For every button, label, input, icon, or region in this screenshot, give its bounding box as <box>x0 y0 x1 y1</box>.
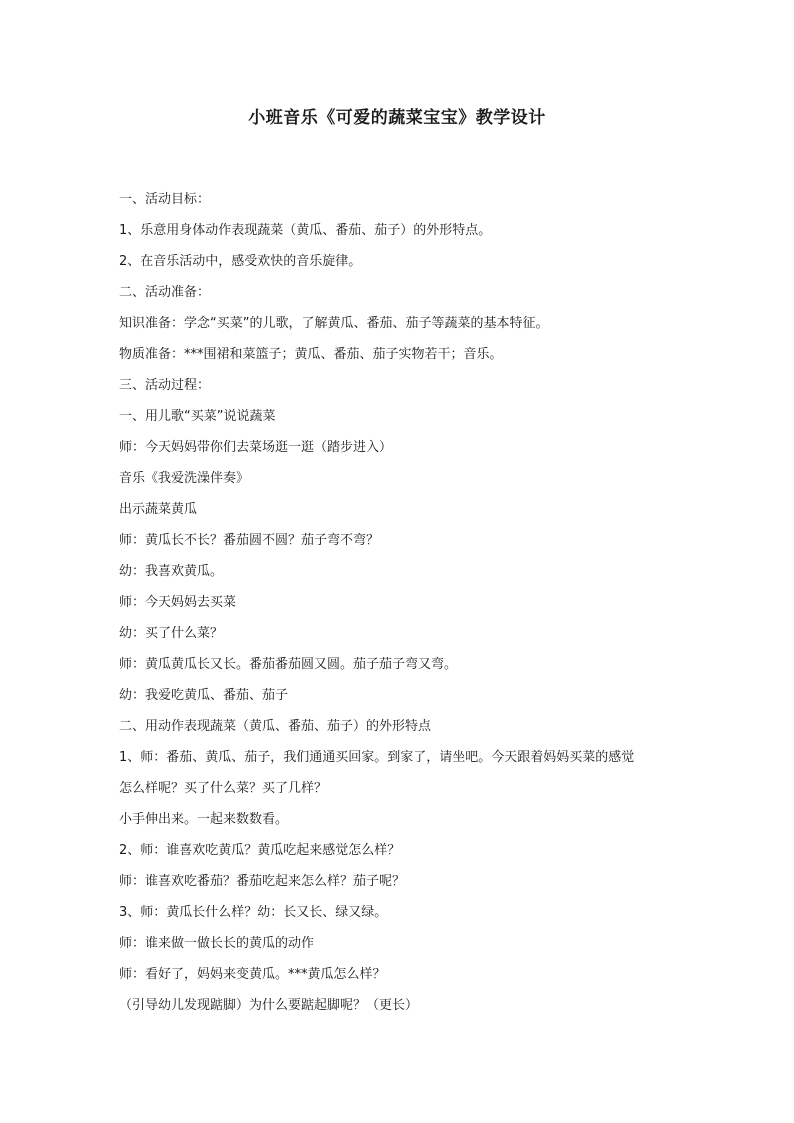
document-title: 小班音乐《可爱的蔬菜宝宝》教学设计 <box>248 108 546 128</box>
text-line: 1、师：番茄、黄瓜、茄子，我们通通买回家。到家了，请坐吧。今天跟着妈妈买菜的感觉 <box>119 750 635 765</box>
text-line: 幼：我爱吃黄瓜、番茄、茄子 <box>119 688 289 703</box>
document-body <box>119 184 679 1021</box>
text-line: 师：黄瓜长不长？番茄圆不圆？茄子弯不弯？ <box>119 533 380 548</box>
text-line: 出示蔬菜黄瓜 <box>119 502 198 517</box>
text-line: 师：谁来做一做长长的黄瓜的动作 <box>119 936 315 951</box>
text-line: 二、用动作表现蔬菜（黄瓜、番茄、茄子）的外形特点 <box>119 719 432 734</box>
text-line: 知识准备：学念“买菜”的儿歌，了解黄瓜、番茄、茄子等蔬菜的基本特征。 <box>119 316 549 331</box>
text-line: 幼：我喜欢黄瓜。 <box>119 564 224 579</box>
text-line: 一、用儿歌“买菜”说说蔬菜 <box>119 409 276 424</box>
text-line: 三、活动过程： <box>119 378 211 393</box>
text-line: 3、师：黄瓜长什么样？幼：长又长、绿又绿。 <box>119 905 388 920</box>
text-line: 2、师：谁喜欢吃黄瓜？黄瓜吃起来感觉怎么样？ <box>119 843 401 858</box>
text-line: 幼：买了什么菜？ <box>119 626 224 641</box>
text-line: （引导幼儿发现踮脚）为什么要踮起脚呢？（更长） <box>119 998 419 1013</box>
text-line: 小手伸出来。一起来数数看。 <box>119 812 289 827</box>
text-line: 二、活动准备： <box>119 285 211 300</box>
text-line: 物质准备：***围裙和菜篮子；黄瓜、番茄、茄子实物若干；音乐。 <box>119 347 503 362</box>
text-line: 师：看好了，妈妈来变黄瓜。***黄瓜怎么样？ <box>119 967 386 982</box>
text-line: 1、乐意用身体动作表现蔬菜（黄瓜、番茄、茄子）的外形特点。 <box>119 223 492 238</box>
text-line: 师：谁喜欢吃番茄？番茄吃起来怎么样？茄子呢？ <box>119 874 406 889</box>
text-line: 怎么样呢？买了什么菜？买了几样？ <box>119 781 328 796</box>
text-line: 一、活动目标： <box>119 192 211 207</box>
text-line: 2、在音乐活动中，感受欢快的音乐旋律。 <box>119 254 362 269</box>
text-line: 师：今天妈妈去买菜 <box>119 595 237 610</box>
text-line: 师：黄瓜黄瓜长又长。番茄番茄圆又圆。茄子茄子弯又弯。 <box>119 657 458 672</box>
text-line: 师：今天妈妈带你们去菜场逛一逛（踏步进入） <box>119 440 393 455</box>
text-line: 音乐《我爱洗澡伴奏》 <box>119 471 250 486</box>
